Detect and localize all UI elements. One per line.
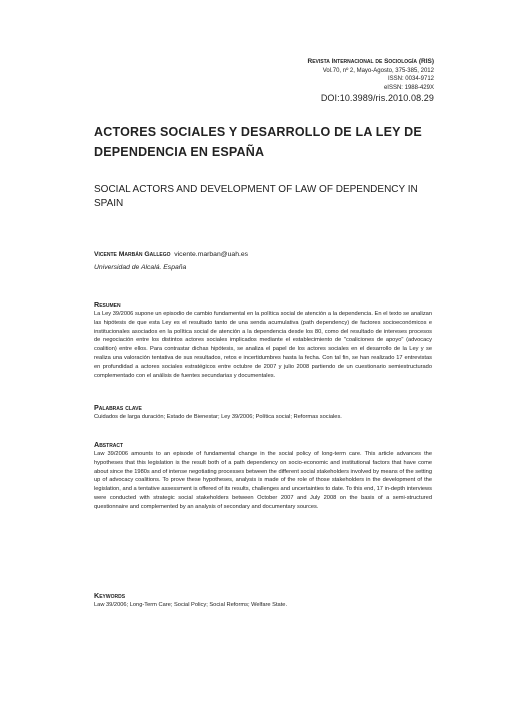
keywords-text: Law 39/2006; Long-Term Care; Social Policy; Social Reforms; Welfare State. (94, 602, 288, 608)
volume-line: Vol.70, nº 2, Mayo-Agosto, 375-385, 2012 (322, 67, 434, 74)
doi: DOI:10.3989/ris.2010.08.29 (320, 93, 434, 104)
abstract-heading: Abstract (94, 440, 124, 449)
journal-masthead (174, 58, 434, 104)
title-english: SOCIAL ACTORS AND DEVELOPMENT OF LAW OF DEPENDENCY IN SPAIN (94, 184, 418, 209)
resumen-heading: Resumen (94, 300, 121, 309)
title-spanish: ACTORES SOCIALES Y DESARROLLO DE LA LEY DE DEPENDENCIA EN ESPAÑA (94, 125, 422, 159)
journal-name: Revista Internacional de Sociología (RIS) (307, 58, 434, 65)
issn: ISSN: 0034-9712 (387, 76, 434, 83)
author-name: Vicente Marbán Gallego (94, 251, 171, 258)
keywords-heading: Keywords (94, 591, 126, 600)
author-email: vicente.marban@uah.es (174, 251, 249, 258)
abstract-text: Law 39/2006 amounts to an episode of fundamental change in the social policy of long-term care. This article advances the hypotheses that this legislation is the result both of a path dependency on socio-economic and institutional factors that have come about since the 1980s and of intense negotiating processes between the different social stakeholders involved by means of the setting up of advocacy coalitions. To prove these hypotheses, analysis is made of the role of those stakeholders in the development of the legislation, and a tentative assessment is offered of its results, challenges and uncertainties to date. To this end, 17 in-depth interviews were conducted with strategic social stakeholders between October 2007 and July 2008 on the basis of a semi-structured questionnaire and complemented by an analysis of secondary and documentary sources. (94, 451, 432, 510)
author-line (94, 250, 434, 260)
resumen-text: La Ley 39/2006 supone un episodio de cambio fundamental en la política social de atención a la dependencia. En el texto se analizan las hipótesis de que esta Ley es el resultado tanto de una senda acumulativa (path dependency) de factores socioeconómicos e institucionales asociados en la política social de atención a la dependencia desde los 80, como del resultado de intereses procesos de negociación entre los distintos actores sociales implicados mediante el establecimiento de "coaliciones de apoyo" (advocacy coalition) entre ellos. Para contrastar dichas hipótesis, se analiza el papel de los actores sociales en el desarrollo de la Ley y se realiza una valoración tentativa de sus resultados, retos e incertidumbres hasta la fecha. Con tal fin, se han realizado 17 entrevistas en profundidad a actores sociales estratégicos entre octubre de 2007 y julio 2008 partiendo de un cuestionario semiestructurado complementado con el análisis de fuentes secundarias y documentales. (94, 311, 432, 379)
eissn: eISSN: 1988-429X (383, 84, 434, 91)
palabras-clave-text: Cuidados de larga duración; Estado de Bienestar; Ley 39/2006; Política social; Reformas sociales. (94, 414, 342, 420)
author-affiliation: Universidad de Alcalá. España (94, 264, 187, 271)
palabras-clave-heading: Palabras clave (94, 403, 142, 412)
